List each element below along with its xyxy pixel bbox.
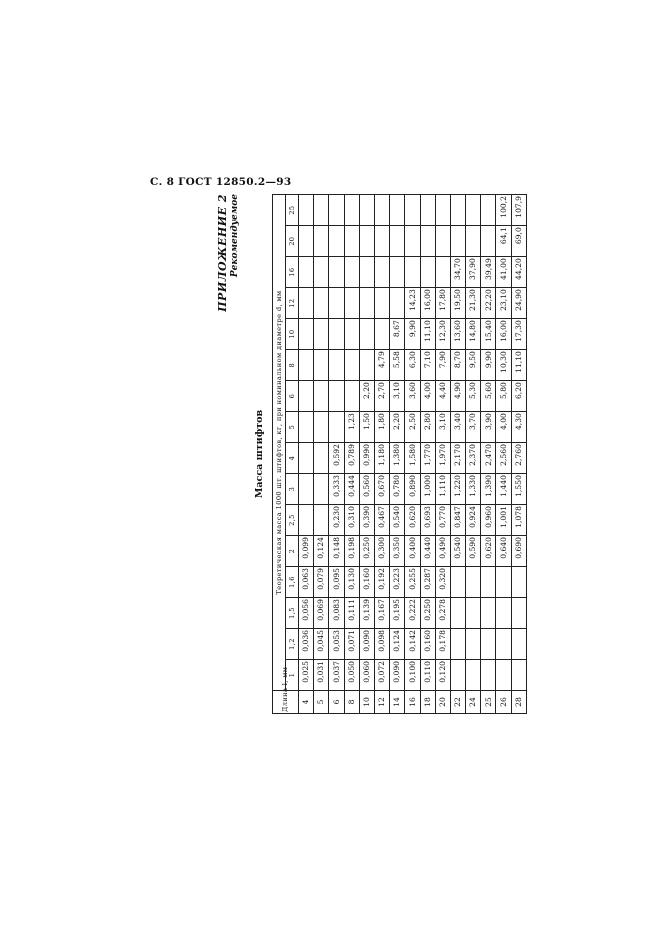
- mass-cell: 0,540: [450, 536, 465, 567]
- mass-cell: [329, 195, 344, 226]
- mass-cell: 0,250: [359, 536, 374, 567]
- mass-cell: 16,00: [496, 319, 511, 350]
- mass-cell: 9,50: [466, 350, 481, 381]
- mass-cell: 4,00: [420, 381, 435, 412]
- mass-cell: 0,195: [390, 598, 405, 629]
- mass-cell: [496, 598, 511, 629]
- mass-cell: 5,80: [496, 381, 511, 412]
- mass-cell: 0,310: [344, 505, 359, 536]
- mass-cell: 0,444: [344, 474, 359, 505]
- diameter-header: 2: [286, 536, 299, 567]
- mass-cell: 0,142: [405, 629, 420, 660]
- diameter-header: 8: [286, 350, 299, 381]
- group-header: Теоретическая масса 1000 шт. штифтов, кг, при номинальном диаметре d, мм: [273, 195, 286, 691]
- mass-cell: [329, 381, 344, 412]
- mass-cell: [314, 443, 329, 474]
- mass-cell: 0,069: [314, 598, 329, 629]
- mass-cell: 9,90: [405, 319, 420, 350]
- mass-cell: [344, 381, 359, 412]
- diameter-header: 16: [286, 257, 299, 288]
- mass-cell: [435, 226, 450, 257]
- mass-cell: 14,23: [405, 288, 420, 319]
- mass-cell: 0,770: [435, 505, 450, 536]
- mass-cell: [466, 226, 481, 257]
- mass-cell: 1,550: [511, 474, 526, 505]
- mass-cell: [314, 195, 329, 226]
- mass-cell: [314, 381, 329, 412]
- rotated-page-content: [216, 194, 523, 714]
- mass-cell: [374, 226, 389, 257]
- mass-cell: [496, 567, 511, 598]
- page-header: С. 8 ГОСТ 12850.2—93: [150, 176, 292, 188]
- mass-cell: 107,9: [511, 195, 526, 226]
- mass-cell: 10,30: [496, 350, 511, 381]
- mass-cell: 0,167: [374, 598, 389, 629]
- mass-cell: [390, 195, 405, 226]
- mass-cell: 44,20: [511, 257, 526, 288]
- mass-cell: [314, 412, 329, 443]
- table-row: [435, 195, 450, 714]
- mass-cell: 0,847: [450, 505, 465, 536]
- mass-cell: 0,467: [374, 505, 389, 536]
- mass-cell: [329, 226, 344, 257]
- mass-cell: 3,70: [466, 412, 481, 443]
- diameter-header: 6: [286, 381, 299, 412]
- mass-cell: 0,560: [359, 474, 374, 505]
- mass-cell: [511, 567, 526, 598]
- mass-cell: 19,50: [450, 288, 465, 319]
- pin-mass-table: [272, 194, 527, 714]
- mass-cell: 23,10: [496, 288, 511, 319]
- mass-cell: [344, 288, 359, 319]
- mass-cell: [450, 659, 465, 690]
- mass-cell: 2,560: [496, 443, 511, 474]
- mass-cell: 0,287: [420, 567, 435, 598]
- mass-cell: [496, 659, 511, 690]
- mass-cell: 0,540: [390, 505, 405, 536]
- mass-cell: 0,890: [405, 474, 420, 505]
- mass-cell: [466, 629, 481, 660]
- mass-cell: 0,072: [374, 659, 389, 690]
- mass-cell: 0,124: [314, 536, 329, 567]
- length-cell: 6: [329, 690, 344, 713]
- mass-cell: 0,095: [329, 567, 344, 598]
- mass-cell: 3,10: [435, 412, 450, 443]
- mass-cell: 17,80: [435, 288, 450, 319]
- mass-cell: 0,230: [329, 505, 344, 536]
- mass-cell: [299, 257, 314, 288]
- diameter-header: 1,2: [286, 629, 299, 660]
- mass-cell: 0,620: [481, 536, 496, 567]
- mass-cell: 6,20: [511, 381, 526, 412]
- mass-cell: 0,139: [359, 598, 374, 629]
- mass-cell: 0,255: [405, 567, 420, 598]
- mass-cell: [314, 257, 329, 288]
- mass-cell: 0,083: [329, 598, 344, 629]
- mass-cell: 2,20: [359, 381, 374, 412]
- mass-cell: 0,050: [344, 659, 359, 690]
- table-caption: Масса штифтов: [254, 409, 265, 499]
- mass-cell: 0,099: [299, 536, 314, 567]
- length-cell: 18: [420, 690, 435, 713]
- mass-cell: 37,90: [466, 257, 481, 288]
- mass-cell: 2,70: [374, 381, 389, 412]
- length-cell: 12: [374, 690, 389, 713]
- mass-cell: [405, 226, 420, 257]
- mass-cell: 0,490: [435, 536, 450, 567]
- mass-cell: [299, 350, 314, 381]
- mass-cell: 0,640: [496, 536, 511, 567]
- mass-cell: [374, 319, 389, 350]
- mass-cell: 1,440: [496, 474, 511, 505]
- mass-cell: 0,071: [344, 629, 359, 660]
- mass-cell: [390, 257, 405, 288]
- table-row: [359, 195, 374, 714]
- mass-cell: 2,370: [466, 443, 481, 474]
- length-cell: 26: [496, 690, 511, 713]
- mass-cell: 0,300: [374, 536, 389, 567]
- mass-cell: 0,198: [344, 536, 359, 567]
- mass-cell: 5,30: [466, 381, 481, 412]
- mass-cell: [359, 226, 374, 257]
- mass-cell: 4,00: [496, 412, 511, 443]
- mass-cell: [299, 319, 314, 350]
- length-cell: 28: [511, 690, 526, 713]
- mass-cell: 1,000: [420, 474, 435, 505]
- mass-cell: 5,58: [390, 350, 405, 381]
- mass-cell: 8,67: [390, 319, 405, 350]
- mass-cell: [344, 226, 359, 257]
- diameter-header: 20: [286, 226, 299, 257]
- mass-cell: 0,025: [299, 659, 314, 690]
- mass-cell: 4,79: [374, 350, 389, 381]
- mass-cell: 0,090: [359, 629, 374, 660]
- mass-cell: 0,960: [481, 505, 496, 536]
- table-row: [481, 195, 496, 714]
- mass-cell: [344, 257, 359, 288]
- mass-cell: [466, 195, 481, 226]
- mass-cell: 69,0: [511, 226, 526, 257]
- mass-cell: [299, 381, 314, 412]
- mass-cell: [329, 412, 344, 443]
- mass-cell: 0,090: [390, 659, 405, 690]
- mass-cell: [329, 257, 344, 288]
- mass-cell: [450, 567, 465, 598]
- mass-cell: 0,130: [344, 567, 359, 598]
- mass-cell: [450, 629, 465, 660]
- diameter-header: 12: [286, 288, 299, 319]
- mass-cell: 9,90: [481, 350, 496, 381]
- mass-cell: 1,078: [511, 505, 526, 536]
- mass-cell: 11,10: [420, 319, 435, 350]
- mass-cell: 0,350: [390, 536, 405, 567]
- mass-cell: 8,70: [450, 350, 465, 381]
- length-cell: 10: [359, 690, 374, 713]
- mass-cell: 1,110: [435, 474, 450, 505]
- mass-cell: [314, 319, 329, 350]
- mass-cell: [496, 629, 511, 660]
- table-row: [344, 195, 359, 714]
- mass-cell: [359, 257, 374, 288]
- mass-cell: 0,670: [374, 474, 389, 505]
- table-row: [405, 195, 420, 714]
- mass-cell: 0,333: [329, 474, 344, 505]
- diameter-header: 1,6: [286, 567, 299, 598]
- mass-cell: [374, 288, 389, 319]
- mass-cell: [299, 412, 314, 443]
- mass-cell: [466, 659, 481, 690]
- table-row: [329, 195, 344, 714]
- table-row: [390, 195, 405, 714]
- mass-cell: 0,036: [299, 629, 314, 660]
- mass-cell: 0,789: [344, 443, 359, 474]
- mass-cell: [481, 659, 496, 690]
- mass-cell: 1,001: [496, 505, 511, 536]
- mass-cell: [390, 226, 405, 257]
- mass-cell: 0,060: [359, 659, 374, 690]
- mass-cell: 3,60: [405, 381, 420, 412]
- mass-cell: 0,120: [435, 659, 450, 690]
- mass-cell: 0,031: [314, 659, 329, 690]
- mass-cell: 0,222: [405, 598, 420, 629]
- mass-cell: [481, 629, 496, 660]
- mass-cell: 2,470: [481, 443, 496, 474]
- mass-cell: [344, 350, 359, 381]
- diameter-header: 4: [286, 443, 299, 474]
- mass-cell: [314, 505, 329, 536]
- mass-cell: 0,693: [420, 505, 435, 536]
- mass-cell: 1,380: [390, 443, 405, 474]
- mass-cell: 1,970: [435, 443, 450, 474]
- length-cell: 8: [344, 690, 359, 713]
- mass-cell: 15,40: [481, 319, 496, 350]
- mass-cell: 5,60: [481, 381, 496, 412]
- mass-cell: [450, 598, 465, 629]
- diameter-header: 3: [286, 474, 299, 505]
- mass-cell: [435, 257, 450, 288]
- mass-cell: 100,2: [496, 195, 511, 226]
- mass-cell: [359, 350, 374, 381]
- mass-cell: 2,50: [405, 412, 420, 443]
- mass-cell: 0,400: [405, 536, 420, 567]
- mass-cell: 0,056: [299, 598, 314, 629]
- mass-cell: [314, 226, 329, 257]
- mass-cell: 0,037: [329, 659, 344, 690]
- mass-cell: [481, 598, 496, 629]
- mass-cell: 0,079: [314, 567, 329, 598]
- length-cell: 14: [390, 690, 405, 713]
- length-cell: 25: [481, 690, 496, 713]
- mass-cell: 0,250: [420, 598, 435, 629]
- mass-cell: 11,10: [511, 350, 526, 381]
- mass-cell: [511, 629, 526, 660]
- mass-cell: 1,23: [344, 412, 359, 443]
- diameter-header: 5: [286, 412, 299, 443]
- mass-cell: 0,098: [374, 629, 389, 660]
- mass-cell: 0,590: [466, 536, 481, 567]
- mass-cell: [450, 195, 465, 226]
- length-cell: 4: [299, 690, 314, 713]
- mass-cell: [466, 567, 481, 598]
- diameter-header: 1,5: [286, 598, 299, 629]
- mass-cell: 14,80: [466, 319, 481, 350]
- table-row: [496, 195, 511, 714]
- length-cell: 16: [405, 690, 420, 713]
- mass-cell: 0,320: [435, 567, 450, 598]
- mass-cell: 1,80: [374, 412, 389, 443]
- mass-cell: [405, 257, 420, 288]
- table-row: [299, 195, 314, 714]
- mass-cell: 2,170: [450, 443, 465, 474]
- mass-cell: 34,70: [450, 257, 465, 288]
- table-row: [511, 195, 526, 714]
- mass-cell: [420, 195, 435, 226]
- table-row: [314, 195, 329, 714]
- mass-cell: [374, 195, 389, 226]
- mass-cell: [299, 288, 314, 319]
- length-header: Длина l, мм: [273, 690, 299, 713]
- mass-cell: 0,111: [344, 598, 359, 629]
- mass-cell: 4,40: [435, 381, 450, 412]
- mass-cell: 0,440: [420, 536, 435, 567]
- mass-cell: 0,045: [314, 629, 329, 660]
- mass-cell: [374, 257, 389, 288]
- mass-cell: 0,592: [329, 443, 344, 474]
- length-cell: 5: [314, 690, 329, 713]
- length-cell: 24: [466, 690, 481, 713]
- mass-cell: 2,20: [390, 412, 405, 443]
- mass-cell: [450, 226, 465, 257]
- table-row: [466, 195, 481, 714]
- mass-cell: [481, 195, 496, 226]
- mass-cell: 0,192: [374, 567, 389, 598]
- mass-cell: 24,90: [511, 288, 526, 319]
- mass-cell: [299, 226, 314, 257]
- appendix-title: ПРИЛОЖЕНИЕ 2: [216, 194, 229, 312]
- mass-cell: 2,760: [511, 443, 526, 474]
- mass-cell: 0,620: [405, 505, 420, 536]
- mass-cell: [466, 598, 481, 629]
- mass-cell: 0,780: [390, 474, 405, 505]
- mass-cell: 6,30: [405, 350, 420, 381]
- mass-cell: [299, 474, 314, 505]
- mass-cell: [511, 598, 526, 629]
- mass-cell: 7,90: [435, 350, 450, 381]
- mass-cell: [359, 319, 374, 350]
- mass-cell: [420, 257, 435, 288]
- mass-cell: 1,580: [405, 443, 420, 474]
- mass-cell: 1,770: [420, 443, 435, 474]
- mass-cell: [299, 195, 314, 226]
- mass-cell: 16,00: [420, 288, 435, 319]
- mass-cell: [344, 319, 359, 350]
- mass-cell: 64,1: [496, 226, 511, 257]
- mass-cell: 3,90: [481, 412, 496, 443]
- mass-cell: [329, 350, 344, 381]
- mass-cell: [314, 474, 329, 505]
- mass-cell: 1,220: [450, 474, 465, 505]
- mass-cell: 1,330: [466, 474, 481, 505]
- mass-cell: 0,053: [329, 629, 344, 660]
- mass-cell: 0,990: [359, 443, 374, 474]
- mass-cell: 7,10: [420, 350, 435, 381]
- mass-cell: 0,160: [359, 567, 374, 598]
- mass-cell: 0,278: [435, 598, 450, 629]
- mass-cell: 21,30: [466, 288, 481, 319]
- diameter-header: 25: [286, 195, 299, 226]
- mass-cell: [299, 505, 314, 536]
- mass-cell: 22,20: [481, 288, 496, 319]
- mass-cell: [420, 226, 435, 257]
- mass-cell: 0,063: [299, 567, 314, 598]
- mass-cell: 2,80: [420, 412, 435, 443]
- mass-cell: 0,924: [466, 505, 481, 536]
- mass-cell: 0,124: [390, 629, 405, 660]
- mass-cell: 0,390: [359, 505, 374, 536]
- diameter-header: 10: [286, 319, 299, 350]
- table-row: [374, 195, 389, 714]
- mass-cell: 3,40: [450, 412, 465, 443]
- mass-cell: [344, 195, 359, 226]
- mass-cell: [359, 195, 374, 226]
- mass-cell: 3,10: [390, 381, 405, 412]
- mass-cell: 0,178: [435, 629, 450, 660]
- mass-cell: 1,180: [374, 443, 389, 474]
- mass-cell: 0,148: [329, 536, 344, 567]
- diameter-header: 1: [286, 659, 299, 690]
- mass-cell: 17,30: [511, 319, 526, 350]
- mass-cell: 4,90: [450, 381, 465, 412]
- mass-cell: 0,160: [420, 629, 435, 660]
- mass-cell: 39,49: [481, 257, 496, 288]
- mass-cell: 13,60: [450, 319, 465, 350]
- mass-cell: 0,100: [405, 659, 420, 690]
- mass-cell: 1,50: [359, 412, 374, 443]
- mass-cell: [329, 288, 344, 319]
- mass-cell: [481, 567, 496, 598]
- mass-cell: 12,30: [435, 319, 450, 350]
- mass-cell: [359, 288, 374, 319]
- table-row: [420, 195, 435, 714]
- mass-cell: 0,223: [390, 567, 405, 598]
- mass-cell: [329, 319, 344, 350]
- mass-cell: 41,00: [496, 257, 511, 288]
- mass-cell: [314, 350, 329, 381]
- mass-cell: 1,390: [481, 474, 496, 505]
- mass-cell: [435, 195, 450, 226]
- mass-cell: [511, 659, 526, 690]
- mass-cell: [299, 443, 314, 474]
- mass-cell: [405, 195, 420, 226]
- mass-cell: [390, 288, 405, 319]
- appendix-subtitle: Рекомендуемое: [230, 194, 240, 278]
- table-row: [450, 195, 465, 714]
- mass-cell: [481, 226, 496, 257]
- length-cell: 20: [435, 690, 450, 713]
- mass-cell: 0,110: [420, 659, 435, 690]
- mass-cell: 0,690: [511, 536, 526, 567]
- mass-cell: 4,30: [511, 412, 526, 443]
- diameter-header: 2,5: [286, 505, 299, 536]
- length-cell: 22: [450, 690, 465, 713]
- mass-cell: [314, 288, 329, 319]
